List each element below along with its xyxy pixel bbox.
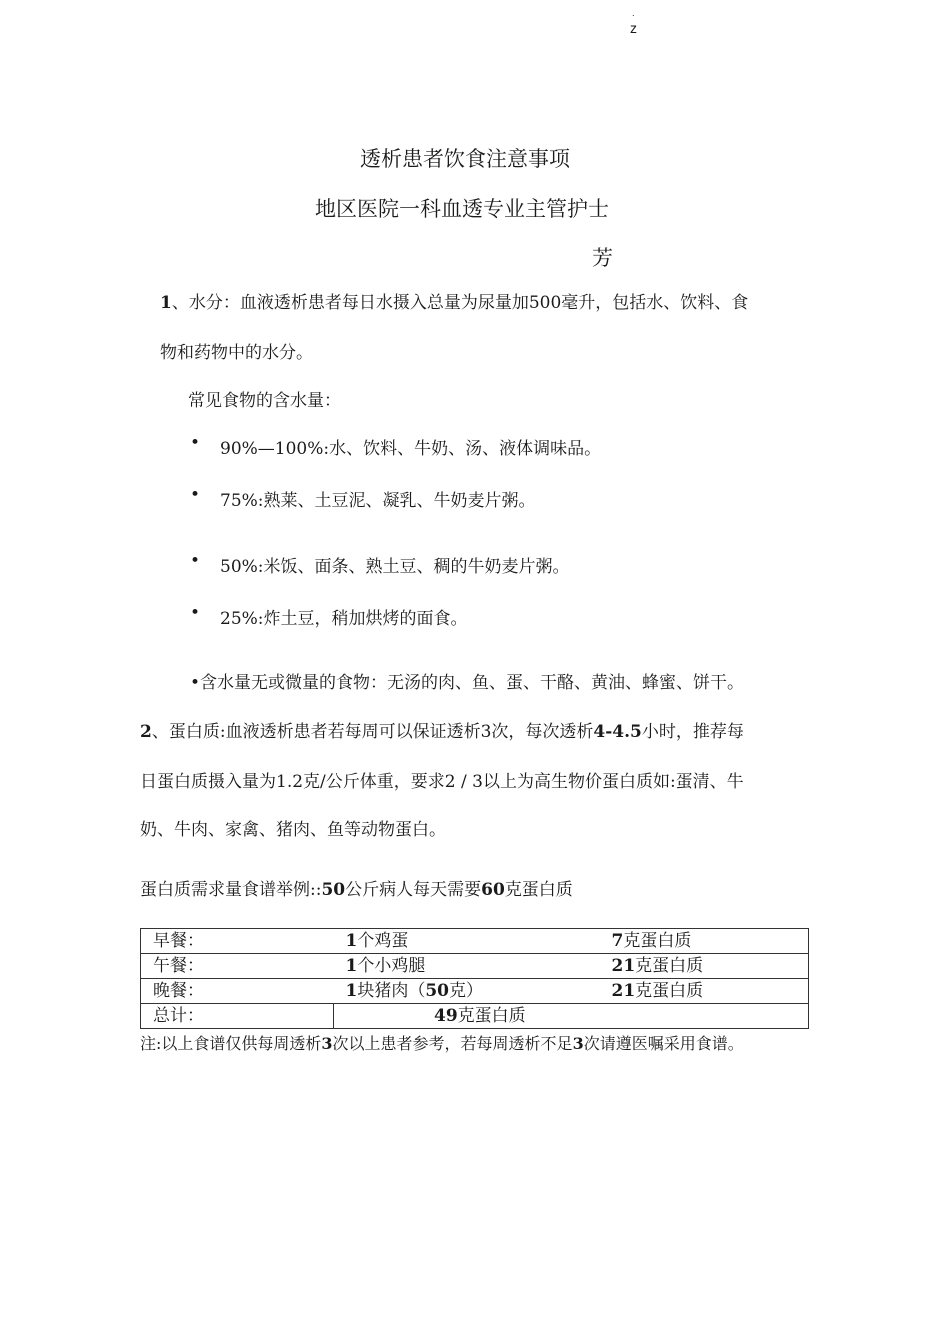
recipe-heading-b: 公斤病人每天需要 bbox=[345, 880, 482, 900]
list-item-percent: 25%: bbox=[220, 609, 264, 629]
header-dot: . bbox=[632, 8, 635, 18]
list-item bbox=[220, 486, 536, 511]
food-name: 个小鸡腿 bbox=[357, 956, 426, 976]
meal-label: 早餐： bbox=[141, 929, 334, 954]
bullet-icon: • bbox=[190, 433, 201, 453]
document-subtitle: 地区医院一科血透专业主管护士 bbox=[315, 197, 609, 221]
section2-text-c: 小时，推荐每 bbox=[641, 722, 744, 742]
header-letter: z bbox=[630, 20, 637, 36]
table-row bbox=[141, 929, 809, 954]
total-value bbox=[334, 1004, 809, 1029]
protein-qty: 21 bbox=[611, 956, 636, 976]
table-row bbox=[141, 954, 809, 979]
food-name: 个鸡蛋 bbox=[357, 931, 409, 951]
total-unit: 克蛋白质 bbox=[457, 1006, 526, 1026]
recipe-heading-weight: 50 bbox=[321, 880, 346, 900]
section1-text-a: 、水分：血液透析患者每日水摄入总量为尿量加 bbox=[171, 293, 529, 313]
list-item-text: 炸土豆，稍加烘烤的面食。 bbox=[263, 609, 468, 629]
list-item-text: 熟莱、土豆泥、凝乳、牛奶麦片粥。 bbox=[263, 491, 536, 511]
section2-line1 bbox=[140, 717, 744, 742]
section2-num-b: 4-4.5 bbox=[593, 722, 642, 742]
note-num-b: 3 bbox=[572, 1034, 584, 1053]
note-num-a: 3 bbox=[321, 1034, 333, 1053]
table-row bbox=[141, 979, 809, 1004]
section2-text-f: 以上为高生物价蛋白质如:蛋清、牛 bbox=[482, 772, 744, 792]
table-row-total bbox=[141, 1004, 809, 1029]
bullet-icon: • bbox=[190, 551, 201, 571]
protein-unit: 克蛋白质 bbox=[623, 931, 692, 951]
section1-num-500: 500 bbox=[528, 293, 562, 313]
meal-food bbox=[334, 979, 600, 1004]
list-item-percent: 75%: bbox=[220, 491, 264, 511]
food-weight: 50 bbox=[425, 981, 450, 1001]
list-item-text: 米饭、面条、熟土豆、稠的牛奶麦片粥。 bbox=[263, 557, 570, 577]
list-item bbox=[220, 434, 601, 459]
recipe-note bbox=[140, 1031, 744, 1054]
document-title: 透析患者饮食注意事项 bbox=[360, 147, 570, 171]
bullet-icon: • bbox=[190, 603, 201, 623]
food-qty: 1 bbox=[345, 931, 358, 951]
list-item bbox=[220, 604, 468, 629]
bullet-icon: • bbox=[190, 485, 201, 505]
meal-label: 晚餐： bbox=[141, 979, 334, 1004]
section2-text-d: 日蛋白质摄入量为 bbox=[140, 772, 276, 792]
section2-text-a: 、蛋白质:血液透析患者若每周可以保证透析 bbox=[151, 722, 481, 742]
protein-qty: 21 bbox=[611, 981, 636, 1001]
meal-protein bbox=[600, 954, 809, 979]
total-label: 总计： bbox=[141, 1004, 334, 1029]
note-text-b: 次以上患者参考，若每周透析不足 bbox=[332, 1034, 573, 1053]
recipe-heading-c: 克蛋白质 bbox=[504, 880, 573, 900]
meal-protein bbox=[600, 929, 809, 954]
section2-text-b: 次，每次透析 bbox=[491, 722, 594, 742]
food-name: 块猪肉（ bbox=[357, 981, 426, 1001]
protein-unit: 克蛋白质 bbox=[635, 956, 704, 976]
section2-number: 2 bbox=[140, 722, 152, 742]
protein-qty: 7 bbox=[611, 931, 624, 951]
meal-food bbox=[334, 929, 600, 954]
food-name-end: 克） bbox=[449, 981, 484, 1001]
recipe-table bbox=[140, 928, 809, 1029]
food-qty: 1 bbox=[345, 981, 358, 1001]
list-item-percent: 90%—100%: bbox=[220, 439, 330, 459]
section2-line2 bbox=[140, 767, 744, 792]
meal-protein bbox=[600, 979, 809, 1004]
section2-text-e: 克/公斤体重，要求 bbox=[303, 772, 445, 792]
author-name: 芳 bbox=[592, 246, 613, 270]
recipe-heading-protein: 60 bbox=[481, 880, 505, 900]
recipe-heading-a: 蛋白质需求量食谱举例:: bbox=[140, 880, 322, 900]
section1-text-b: 毫升，包括水、饮料、食 bbox=[561, 293, 749, 313]
list-item-text: 水、饮料、牛奶、汤、液体调味品。 bbox=[329, 439, 602, 459]
section2-num-d: 2 / 3 bbox=[444, 772, 483, 792]
recipe-heading bbox=[140, 875, 573, 900]
low-water-foods: •含水量无或微量的食物：无汤的肉、鱼、蛋、干酪、黄油、蜂蜜、饼干。 bbox=[190, 673, 745, 693]
meal-food bbox=[334, 954, 600, 979]
section2-line3: 奶、牛肉、家禽、猪肉、鱼等动物蛋白。 bbox=[140, 820, 446, 840]
food-qty: 1 bbox=[345, 956, 358, 976]
water-content-heading: 常见食物的含水量： bbox=[188, 391, 341, 411]
section1-number: 1 bbox=[160, 293, 172, 313]
section1-line2: 物和药物中的水分。 bbox=[160, 343, 313, 363]
note-text-c: 次请遵医嘱采用食谱。 bbox=[583, 1034, 744, 1053]
meal-label: 午餐： bbox=[141, 954, 334, 979]
section2-num-c: 1.2 bbox=[276, 772, 304, 792]
protein-unit: 克蛋白质 bbox=[635, 981, 704, 1001]
list-item bbox=[220, 552, 570, 577]
section2-num-a: 3 bbox=[480, 722, 492, 742]
note-text-a: 注:以上食谱仅供每周透析 bbox=[140, 1034, 322, 1053]
list-item-percent: 50%: bbox=[220, 557, 264, 577]
section1-line1 bbox=[160, 288, 748, 313]
total-qty: 49 bbox=[434, 1006, 458, 1026]
